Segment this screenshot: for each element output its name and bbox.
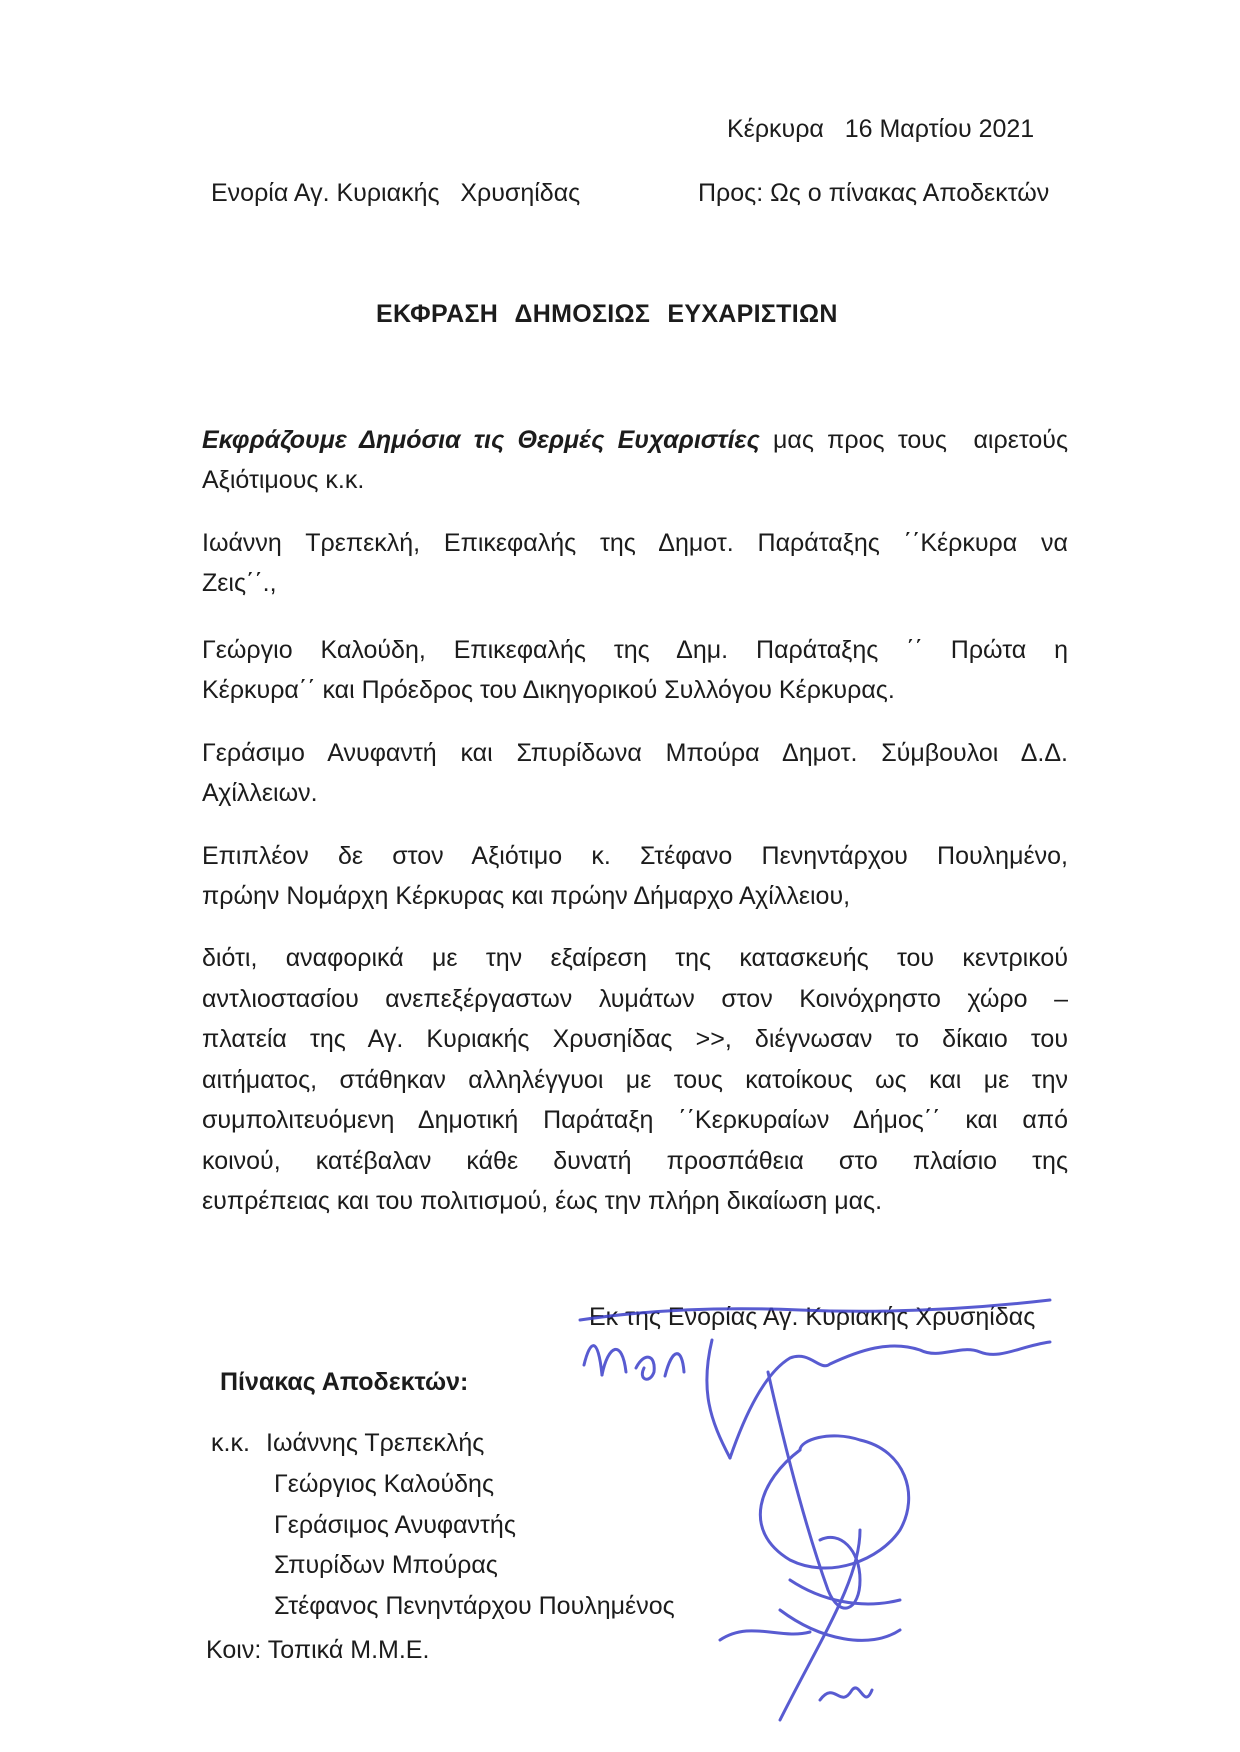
text-line: συμπολιτευόμενη Δημοτική Παράταξη ΄΄Κερκυραίων Δήμος΄΄ και από: [202, 1106, 1068, 1134]
paragraph-anyfantis-mpouras: [202, 733, 1068, 813]
recipient-name: Ιωάννης Τρεπεκλής: [266, 1429, 485, 1457]
recipient-name: Σπυρίδων Μπούρας: [274, 1551, 498, 1579]
recipient-to: Προς: Ως ο πίνακας Αποδεκτών: [698, 179, 1050, 207]
document-title: ΕΚΦΡΑΣΗ ΔΗΜΟΣΙΩΣ ΕΥΧΑΡΙΣΤΙΩΝ: [376, 300, 838, 328]
intro-bold: Εκφράζουμε Δημόσια τις Θερμές Ευχαριστίες: [202, 426, 760, 454]
recipient-name: Γεράσιμος Ανυφαντής: [274, 1511, 516, 1539]
text-line: Γεράσιμο Ανυφαντή και Σπυρίδωνα Μπούρα Δημοτ. Σύμβουλοι Δ.Δ.: [202, 739, 1068, 767]
text-line: κοινού, κατέβαλαν κάθε δυνατή προσπάθεια στο πλαίσιο της: [202, 1146, 1068, 1175]
text-line: πλατεία της Αγ. Κυριακής Χρυσηίδας >>, διέγνωσαν το δίκαιο του: [202, 1025, 1068, 1053]
paragraph-trepeklis: [202, 523, 1068, 603]
signature-scribble: [560, 1280, 1120, 1750]
text-line: πρώην Νομάρχη Κέρκυρας και πρώην Δήμαρχο Αχίλλειου,: [202, 882, 851, 910]
intro-paragraph: [202, 420, 1068, 500]
koin-line: Κοιν: Τοπικά Μ.Μ.Ε.: [206, 1636, 430, 1664]
recipient-name: Στέφανος Πενηντάρχου Πουλημένος: [274, 1592, 675, 1620]
text-line: Κέρκυρα΄΄ και Πρόεδρος του Δικηγορικού Συλλόγου Κέρκυρας.: [202, 676, 895, 704]
text-line: διότι, αναφορικά με την εξαίρεση της κατασκευής του κεντρικού: [202, 944, 1068, 972]
text-line: Ιωάννη Τρεπεκλή, Επικεφαλής της Δημοτ. Παράταξης ΄΄Κέρκυρα να: [202, 529, 1068, 557]
paragraph-reason: [202, 938, 1068, 1222]
intro-line-2: Αξιότιμους κ.κ.: [202, 466, 365, 494]
text-line: Γεώργιο Καλούδη, Επικεφαλής της Δημ. Παράταξης ΄΄ Πρώτα η: [202, 636, 1068, 664]
recipient-name: Γεώργιος Καλούδης: [274, 1470, 494, 1498]
text-line: αιτήματος, στάθηκαν αλληλέγγυοι με τους κατοίκους ως και με την: [202, 1065, 1068, 1094]
text-line: Αχίλλειων.: [202, 779, 318, 807]
intro-line-1: [202, 420, 1068, 460]
text-line: Ζεις΄΄.,: [202, 569, 277, 597]
intro-rest: μας προς τους αιρετούς: [759, 426, 1068, 454]
signoff: Εκ της Ενορίας Αγ. Κυριακής Χρυσηίδας: [589, 1303, 1036, 1331]
paragraph-kaloudis: [202, 630, 1068, 710]
text-line: Επιπλέον δε στον Αξιότιμο κ. Στέφανο Πενηντάρχου Πουλημένο,: [202, 842, 1068, 870]
paragraph-penintarxou: [202, 836, 1068, 916]
text-line: ευπρέπειας και του πολιτισμού, έως την πλήρη δικαίωση μας.: [202, 1187, 883, 1215]
sender: Ενορία Αγ. Κυριακής Χρυσηίδας: [211, 179, 581, 207]
place-date: Κέρκυρα 16 Μαρτίου 2021: [727, 115, 1035, 143]
recipients-title: Πίνακας Αποδεκτών:: [220, 1368, 469, 1396]
recipients-prefix: κ.κ.: [211, 1429, 250, 1457]
text-line: αντλιοστασίου ανεπεξέργαστων λυμάτων στον Κοινόχρηστο χώρο –: [202, 984, 1068, 1013]
